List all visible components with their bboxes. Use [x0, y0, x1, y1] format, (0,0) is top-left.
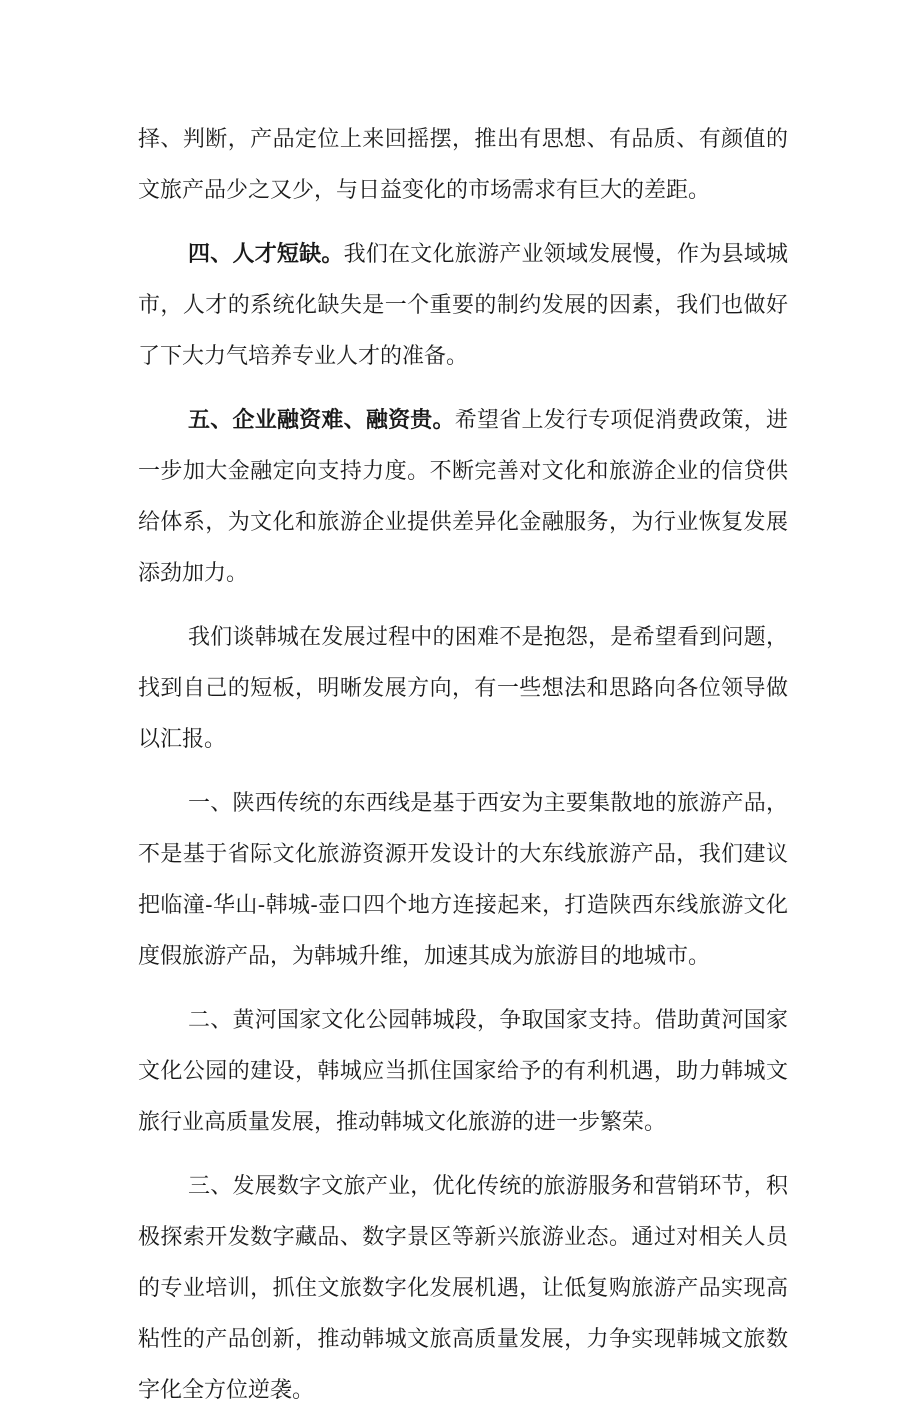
- paragraph-talent-shortage: [138, 229, 788, 382]
- paragraph-text: 我们谈韩城在发展过程中的困难不是抱怨，是希望看到问题，找到自己的短板，明晰发展方向，有一些想法和思路向各位领导做以汇报。: [138, 625, 788, 752]
- document-body: [138, 114, 788, 1416]
- paragraph-heading: 四、人才短缺。: [188, 241, 344, 267]
- paragraph-financing: [138, 395, 788, 599]
- paragraph-heading: 五、企业融资难、融资贵。: [188, 407, 455, 433]
- paragraph-text: 择、判断，产品定位上来回摇摆，推出有思想、有品质、有颜值的文旅产品少之又少，与日益变化的市场需求有巨大的差距。: [138, 127, 788, 203]
- paragraph-text: 我们在文化旅游产业领域发展慢，作为县域城市，人才的系统化缺失是一个重要的制约发展的因素，我们也做好了下大力气培养专业人才的准备。: [138, 242, 788, 369]
- paragraph-suggestion-2: [138, 995, 788, 1148]
- paragraph-suggestion-3: [138, 1161, 788, 1416]
- paragraph-text: 二、黄河国家文化公园韩城段，争取国家支持。借助黄河国家文化公园的建设，韩城应当抓住国家给予的有利机遇，助力韩城文旅行业高质量发展，推动韩城文化旅游的进一步繁荣。: [138, 1008, 788, 1135]
- paragraph-text: 一、陕西传统的东西线是基于西安为主要集散地的旅游产品，不是基于省际文化旅游资源开发设计的大东线旅游产品，我们建议把临潼-华山-韩城-壶口四个地方连接起来，打造陕西东线旅游文化度假旅游产品，为韩城升维，加速其成为旅游目的地城市。: [138, 791, 788, 969]
- paragraph-text: 希望省上发行专项促消费政策，进一步加大金融定向支持力度。不断完善对文化和旅游企业的信贷供给体系，为文化和旅游企业提供差异化金融服务，为行业恢复发展添劲加力。: [138, 408, 788, 586]
- paragraph-text: 三、发展数字文旅产业，优化传统的旅游服务和营销环节，积极探索开发数字藏品、数字景区等新兴旅游业态。通过对相关人员的专业培训，抓住文旅数字化发展机遇，让低复购旅游产品实现高粘性的产品创新，推动韩城文旅高质量发展，力争实现韩城文旅数字化全方位逆袭。: [138, 1174, 788, 1403]
- paragraph-continuation: [138, 114, 788, 216]
- paragraph-suggestion-1: [138, 778, 788, 982]
- paragraph-intro: [138, 612, 788, 765]
